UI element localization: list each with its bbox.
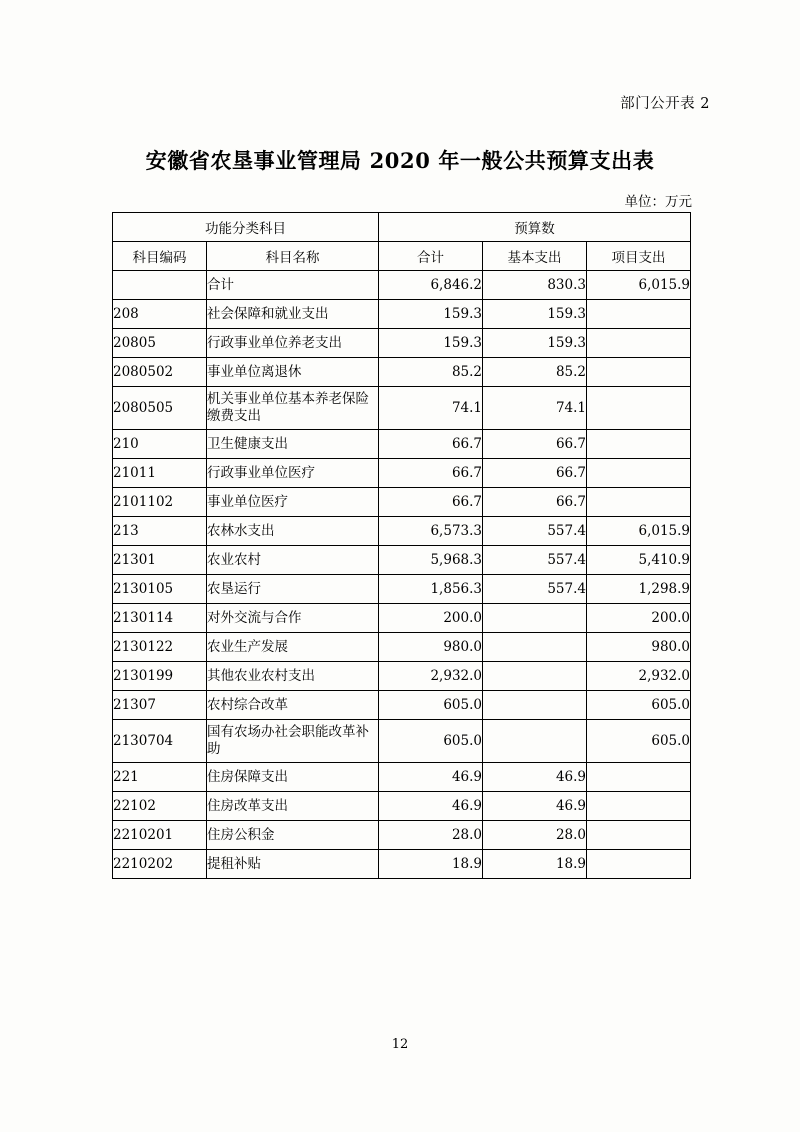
cell-name: 机关事业单位基本养老保险缴费支出 xyxy=(207,387,379,430)
cell-code xyxy=(113,271,207,300)
cell-project xyxy=(587,358,691,387)
table-body xyxy=(113,271,691,879)
header-budget: 预算数 xyxy=(379,213,691,242)
cell-project xyxy=(587,792,691,821)
cell-name: 合计 xyxy=(207,271,379,300)
cell-basic: 159.3 xyxy=(483,329,587,358)
cell-basic: 557.4 xyxy=(483,546,587,575)
cell-code: 2101102 xyxy=(113,488,207,517)
header-total: 合计 xyxy=(379,242,483,271)
table-row xyxy=(113,821,691,850)
table-header-column-row xyxy=(113,242,691,271)
cell-total: 46.9 xyxy=(379,763,483,792)
cell-basic: 66.7 xyxy=(483,488,587,517)
cell-name: 行政事业单位医疗 xyxy=(207,459,379,488)
cell-total: 159.3 xyxy=(379,329,483,358)
table-row xyxy=(113,763,691,792)
cell-basic: 557.4 xyxy=(483,575,587,604)
cell-project: 6,015.9 xyxy=(587,271,691,300)
table-row xyxy=(113,633,691,662)
cell-name: 行政事业单位养老支出 xyxy=(207,329,379,358)
table-row xyxy=(113,358,691,387)
cell-name: 农业农村 xyxy=(207,546,379,575)
cell-code: 22102 xyxy=(113,792,207,821)
header-classification: 功能分类科目 xyxy=(113,213,379,242)
cell-project xyxy=(587,821,691,850)
cell-total: 74.1 xyxy=(379,387,483,430)
cell-basic: 18.9 xyxy=(483,850,587,879)
cell-project xyxy=(587,300,691,329)
cell-total: 66.7 xyxy=(379,459,483,488)
table-row xyxy=(113,271,691,300)
cell-total: 2,932.0 xyxy=(379,662,483,691)
cell-basic xyxy=(483,604,587,633)
table-row xyxy=(113,300,691,329)
table-row xyxy=(113,604,691,633)
cell-name: 农林水支出 xyxy=(207,517,379,546)
cell-total: 5,968.3 xyxy=(379,546,483,575)
table-row xyxy=(113,792,691,821)
table-row xyxy=(113,459,691,488)
cell-project: 2,932.0 xyxy=(587,662,691,691)
cell-code: 2210202 xyxy=(113,850,207,879)
table-row xyxy=(113,430,691,459)
budget-table xyxy=(112,212,691,879)
header-code: 科目编码 xyxy=(113,242,207,271)
table-row xyxy=(113,329,691,358)
cell-name: 其他农业农村支出 xyxy=(207,662,379,691)
cell-total: 6,573.3 xyxy=(379,517,483,546)
cell-code: 210 xyxy=(113,430,207,459)
cell-total: 980.0 xyxy=(379,633,483,662)
unit-label: 单位：万元 xyxy=(624,194,692,210)
cell-project: 1,298.9 xyxy=(587,575,691,604)
cell-basic: 46.9 xyxy=(483,763,587,792)
cell-basic: 28.0 xyxy=(483,821,587,850)
cell-basic xyxy=(483,662,587,691)
cell-total: 18.9 xyxy=(379,850,483,879)
cell-total: 605.0 xyxy=(379,691,483,720)
cell-name: 社会保障和就业支出 xyxy=(207,300,379,329)
cell-total: 159.3 xyxy=(379,300,483,329)
cell-project: 605.0 xyxy=(587,720,691,763)
cell-code: 208 xyxy=(113,300,207,329)
cell-name: 国有农场办社会职能改革补助 xyxy=(207,720,379,763)
cell-name: 农垦运行 xyxy=(207,575,379,604)
cell-name: 事业单位离退休 xyxy=(207,358,379,387)
cell-project: 200.0 xyxy=(587,604,691,633)
header-basic: 基本支出 xyxy=(483,242,587,271)
cell-name: 住房公积金 xyxy=(207,821,379,850)
cell-project xyxy=(587,329,691,358)
cell-code: 2130105 xyxy=(113,575,207,604)
table-header-group-row xyxy=(113,213,691,242)
cell-code: 2130199 xyxy=(113,662,207,691)
cell-project: 6,015.9 xyxy=(587,517,691,546)
cell-basic: 66.7 xyxy=(483,459,587,488)
header-name: 科目名称 xyxy=(207,242,379,271)
header-project: 项目支出 xyxy=(587,242,691,271)
cell-code: 2130114 xyxy=(113,604,207,633)
cell-code: 21307 xyxy=(113,691,207,720)
cell-total: 85.2 xyxy=(379,358,483,387)
cell-code: 213 xyxy=(113,517,207,546)
cell-code: 2080502 xyxy=(113,358,207,387)
table-row xyxy=(113,720,691,763)
cell-name: 农村综合改革 xyxy=(207,691,379,720)
cell-total: 6,846.2 xyxy=(379,271,483,300)
cell-basic xyxy=(483,633,587,662)
cell-project xyxy=(587,763,691,792)
cell-project xyxy=(587,430,691,459)
cell-basic: 830.3 xyxy=(483,271,587,300)
table-row xyxy=(113,850,691,879)
cell-basic: 74.1 xyxy=(483,387,587,430)
table-row xyxy=(113,546,691,575)
table-row xyxy=(113,575,691,604)
cell-name: 住房改革支出 xyxy=(207,792,379,821)
cell-code: 2130122 xyxy=(113,633,207,662)
cell-basic xyxy=(483,691,587,720)
cell-name: 住房保障支出 xyxy=(207,763,379,792)
cell-code: 21301 xyxy=(113,546,207,575)
cell-total: 200.0 xyxy=(379,604,483,633)
cell-project: 605.0 xyxy=(587,691,691,720)
cell-project: 5,410.9 xyxy=(587,546,691,575)
cell-basic: 85.2 xyxy=(483,358,587,387)
cell-basic: 557.4 xyxy=(483,517,587,546)
form-label: 部门公开表 2 xyxy=(620,96,710,112)
cell-name: 对外交流与合作 xyxy=(207,604,379,633)
cell-code: 2210201 xyxy=(113,821,207,850)
table-row xyxy=(113,691,691,720)
cell-basic: 46.9 xyxy=(483,792,587,821)
table-row xyxy=(113,488,691,517)
page-number: 12 xyxy=(391,1037,409,1052)
cell-name: 提租补贴 xyxy=(207,850,379,879)
page-title: 安徽省农垦事业管理局 2020 年一般公共预算支出表 xyxy=(145,148,655,173)
cell-name: 农业生产发展 xyxy=(207,633,379,662)
cell-code: 2080505 xyxy=(113,387,207,430)
cell-code: 221 xyxy=(113,763,207,792)
cell-project xyxy=(587,488,691,517)
cell-basic xyxy=(483,720,587,763)
cell-project xyxy=(587,850,691,879)
cell-code: 20805 xyxy=(113,329,207,358)
cell-project xyxy=(587,459,691,488)
table-header xyxy=(113,213,691,271)
cell-total: 66.7 xyxy=(379,488,483,517)
cell-code: 21011 xyxy=(113,459,207,488)
cell-name: 事业单位医疗 xyxy=(207,488,379,517)
table-row xyxy=(113,517,691,546)
cell-total: 605.0 xyxy=(379,720,483,763)
cell-project: 980.0 xyxy=(587,633,691,662)
cell-total: 46.9 xyxy=(379,792,483,821)
cell-code: 2130704 xyxy=(113,720,207,763)
cell-total: 66.7 xyxy=(379,430,483,459)
cell-name: 卫生健康支出 xyxy=(207,430,379,459)
cell-basic: 66.7 xyxy=(483,430,587,459)
cell-basic: 159.3 xyxy=(483,300,587,329)
table-row xyxy=(113,662,691,691)
cell-project xyxy=(587,387,691,430)
cell-total: 1,856.3 xyxy=(379,575,483,604)
cell-total: 28.0 xyxy=(379,821,483,850)
table-row xyxy=(113,387,691,430)
